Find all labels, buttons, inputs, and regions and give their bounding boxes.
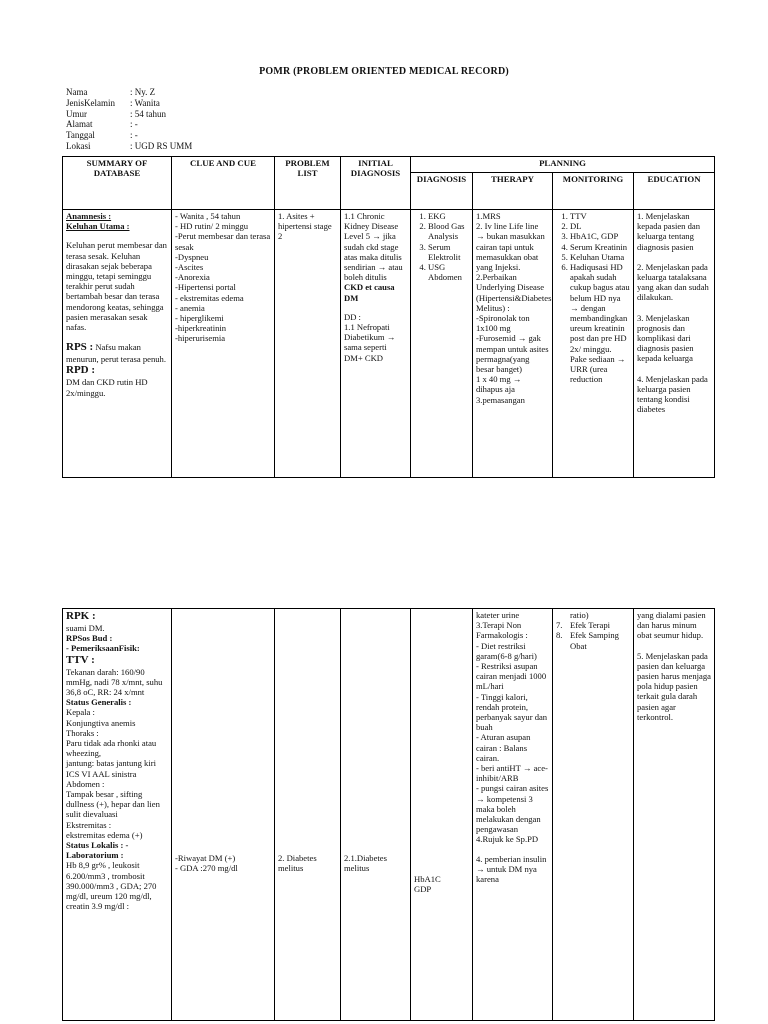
p2-summary-line: Status Generalis :	[66, 697, 132, 708]
p2-problem-cell	[275, 609, 341, 1021]
patient-label: Tanggal	[66, 130, 95, 141]
p1-clue-line: - ekstremitas edema	[175, 292, 244, 303]
p2-monitoring-num: 8.	[556, 630, 563, 641]
p2-therapy-spacer	[476, 845, 549, 854]
p1-edu-line: 3. Menjelaskan prognosis dan komplikasi dari diagnosis pasien kepada keluarga	[637, 312, 694, 364]
p2-monitoring-item	[556, 630, 630, 650]
p1-monitoring-cell	[553, 210, 634, 478]
p1-clue-line: - Wanita , 54 tahun	[175, 211, 241, 221]
patient-row	[66, 141, 192, 152]
patient-row	[66, 119, 192, 130]
p2-summary-cell	[63, 609, 172, 1021]
patient-value: : -	[130, 119, 138, 130]
p2-therapy-line: kateter urine	[476, 610, 520, 620]
p2-summary-line: ekstremitas edema (+)	[66, 829, 143, 840]
header-clue: CLUE AND CUE	[172, 157, 275, 210]
p2-problem-text: 2. Diabetes melitus	[278, 853, 317, 874]
p1-clue-line: -Perut membesar dan terasa sesak	[175, 231, 271, 252]
p1-summary-line: DM dan CKD rutin HD 2x/minggu.	[66, 377, 148, 398]
p1-clue-line: -Hipertensi portal	[175, 282, 236, 293]
p1-summary-cell	[63, 210, 172, 478]
p1-clue-line: - hiperglikemi	[175, 313, 224, 324]
p2-summary-line: Hb 8,9 gr% , leukosit 6.200/mm3 , trombosit 390.000/mm3 , GDA; 270 mg/dl, ureum 120 mg/dl, creatin 3.9 mg/dl :	[66, 860, 157, 912]
p2-summary-line: Laboratorium :	[66, 850, 124, 861]
p1-therapy-line: 2.Perbaikan Underlying Disease (Hipertensi&Diabetes Melitus) :	[476, 272, 552, 313]
p1-monitoring-item: 2. DL	[570, 221, 630, 231]
p1-clue-line: -Anorexia	[175, 272, 210, 283]
p1-summary-line: RPS : Nafsu makan menurun, perut terasa penuh.	[66, 341, 166, 365]
p1-clue-line: -Dyspneu	[175, 251, 209, 262]
patient-label: Alamat	[66, 119, 93, 130]
header-monitoring: MONITORING	[553, 173, 634, 210]
p1-diagnosis-item: 2. Blood Gas Analysis	[428, 221, 469, 241]
p2-summary-line: Thoraks :	[66, 727, 99, 738]
p2-therapy-line: 4.Rujuk ke Sp.PD	[476, 834, 539, 845]
header-initial-diagnosis: INITIAL DIAGNOSIS	[341, 157, 411, 210]
p2-summary-line: Ekstremitas :	[66, 819, 112, 830]
p2-monitoring-cell	[553, 609, 634, 1021]
p2-summary-line: Status Lokalis : -	[66, 840, 129, 851]
p1-therapy-line: 2. Iv line Life line → bukan masukkan cairan tapi untuk memasukkan obat yang Injeksi.	[476, 221, 545, 273]
patient-value: : Wanita	[130, 97, 160, 108]
p2-therapy-line: 4. pemberian insulin → untuk DM nya karena	[476, 853, 547, 885]
p1-problem-cell	[275, 210, 341, 478]
p2-therapy-line: - pungsi cairan asites → kompetensi 3 maka boleh melakukan dengan pengawasan	[476, 783, 549, 835]
p1-edu-line: 4. Menjelaskan pada keluarga pasien tentang kondisi diabetes	[637, 373, 708, 415]
p1-therapy-line: 1 x 40 mg → dihapus aja	[476, 374, 522, 395]
p2-summary-line: Tampak besar , sifting dullness (+), hepar dan lien sulit dievaluasi	[66, 789, 160, 820]
p2-monitoring-text: Efek Samping Obat	[570, 630, 619, 651]
p2-summary-line: jantung: batas jantung kiri ICS VI AAL sinistra	[66, 758, 156, 779]
p1-initial-spacer	[344, 303, 407, 312]
p1-monitoring-item: 4. Serum Kreatinin	[570, 242, 630, 252]
p1-clue-line: - HD rutin/ 2 minggu	[175, 221, 249, 232]
p1-summary-spacer	[66, 332, 168, 341]
p1-diagnosis-item: 4. USG Abdomen	[428, 262, 469, 282]
p1-clue-line: -hiperkreatinin	[175, 323, 227, 334]
p2-monitoring-item	[556, 610, 630, 620]
p2-monitoring-text: Efek Terapi	[570, 620, 611, 631]
p2-diagnosis-line: GDP	[414, 884, 432, 895]
p1-monitoring-item: 3. HbA1C, GDP	[570, 231, 630, 241]
p2-summary-line: TTV :	[66, 653, 95, 666]
patient-label: Lokasi	[66, 140, 91, 151]
p2-monitoring-text: ratio)	[570, 610, 589, 620]
p2-summary-line: RPK :	[66, 610, 96, 622]
patient-label: Nama	[66, 87, 88, 97]
p1-initial-line: 1.1 Chronic Kidney Disease Level 5 → jika sudah ckd stage atas maka ditulis sendirian → atau boleh ditulis	[344, 211, 403, 283]
pomr-table-page-1	[62, 156, 715, 478]
p1-summary-line: RPD :	[66, 364, 96, 377]
p1-therapy-cell	[473, 210, 553, 478]
p2-summary-line: Kepala :	[66, 707, 95, 718]
p2-diagnosis-line: HbA1C	[414, 874, 441, 884]
p1-therapy-line: 1.MRS	[476, 211, 501, 221]
p1-clue-line: -hiperurisemia	[175, 333, 226, 344]
p2-summary-line: suami DM.	[66, 623, 105, 633]
p1-diagnosis-item: 1. EKG	[428, 211, 469, 221]
p1-therapy-line: -Spironolak ton 1x100 mg	[476, 313, 530, 334]
p1-initial-line: CKD et causa DM	[344, 282, 395, 303]
p1-education-cell	[634, 210, 715, 478]
p2-clue-line: -Riwayat DM (+)	[175, 853, 236, 863]
p2-summary-line: Abdomen :	[66, 778, 105, 789]
patient-info	[66, 87, 192, 152]
patient-value: : Ny. Z	[130, 87, 156, 97]
p2-monitoring-num	[556, 610, 570, 620]
p1-monitoring-list	[556, 211, 630, 384]
p2-therapy-line: - Tinggi kalori, rendah protein, perbanyak sayur dan buah	[476, 691, 548, 733]
p2-edu-line: yang dialami pasien dan harus minum obat seumur hidup.	[637, 610, 706, 641]
header-diagnosis: DIAGNOSIS	[411, 173, 473, 210]
p1-edu-line: 1. Menjelaskan kepada pasien dan keluarga tentang diagnosis pasien	[637, 211, 700, 252]
header-problem: PROBLEM LIST	[275, 157, 341, 210]
pomr-table-page-2	[62, 608, 715, 1021]
p1-therapy-line: 3.pemasangan	[476, 394, 525, 405]
p1-initial-line: 1.1 Nefropati Diabetikum → sama seperti DM+ CKD	[344, 322, 396, 363]
p1-diagnosis-item: 3. Serum Elektrolit	[428, 242, 469, 262]
header-education: EDUCATION	[634, 173, 715, 210]
p2-initial-text: 2.1.Diabetes melitus	[344, 853, 387, 874]
header-summary: SUMMARY OF DATABASE	[63, 157, 172, 210]
p1-diagnosis-list	[414, 211, 469, 282]
p1-clue-cell	[172, 210, 275, 478]
p1-edu-line: 2. Menjelaskan pada keluarga tatalaksana yang akan dan sudah dilakukan.	[637, 261, 709, 303]
p2-summary-line: Tekanan darah: 160/90 mmHg, nadi 78 x/mnt, suhu 36,8 oC, RR: 24 x/mnt	[66, 666, 163, 698]
patient-row	[66, 98, 192, 109]
p1-monitoring-item: 5. Keluhan Utama	[570, 252, 630, 262]
p2-therapy-line: 3.Terapi Non Farmakologis :	[476, 620, 528, 641]
p1-diagnosis-cell	[411, 210, 473, 478]
patient-value: : UGD RS UMM	[130, 140, 193, 151]
p1-clue-line: -Ascites	[175, 262, 204, 273]
p2-therapy-line: - Aturan asupan cairan : Balans cairan.	[476, 732, 531, 763]
p2-monitoring-item	[556, 620, 630, 630]
p1-initial-cell	[341, 210, 411, 478]
p2-therapy-line: - Restriksi asupan cairan menjadi 1000 mL/hari	[476, 661, 547, 692]
patient-row	[66, 109, 192, 120]
p2-summary-line: - PemeriksaanFisik:	[66, 643, 140, 654]
p2-therapy-line: - Diet restriksi garam(6-8 g/hari)	[476, 640, 537, 661]
p2-initial-cell	[341, 609, 411, 1021]
p1-summary-spacer	[66, 231, 168, 240]
header-therapy: THERAPY	[473, 173, 553, 210]
patient-row	[66, 130, 192, 141]
p1-summary-line: Keluhan perut membesar dan terasa sesak. Keluhan dirasakan sejak beberapa minggu, tetapi seminggu terakhir perut sudah bertambah besar dan terasa mendorong keatas, sehingga pasien merasakan sesak nafas.	[66, 240, 167, 333]
patient-label: JenisKelamin	[66, 97, 115, 108]
p1-clue-line: - anemia	[175, 302, 205, 313]
patient-value: : 54 tahun	[130, 108, 166, 119]
p2-summary-line: Paru tidak ada rhonki atau wheezing,	[66, 738, 157, 759]
p2-summary-line: Konjungtiva anemis	[66, 717, 136, 728]
p2-clue-cell	[172, 609, 275, 1021]
p2-therapy-line: - beri antiHT → ace-inhibit/ARB	[476, 763, 548, 784]
p2-diagnosis-cell	[411, 609, 473, 1021]
patient-label: Umur	[66, 108, 87, 119]
p1-initial-line: DD :	[344, 311, 361, 322]
header-planning: PLANNING	[411, 157, 715, 173]
p1-summary-line: Keluhan Utama :	[66, 221, 130, 232]
p1-problem-text: 1. Asites + hipertensi stage 2	[278, 211, 332, 242]
p1-monitoring-item: 1. TTV	[570, 211, 630, 221]
p2-summary-line: RPSos Bud :	[66, 633, 113, 644]
page-title: POMR (PROBLEM ORIENTED MEDICAL RECORD)	[259, 66, 509, 77]
patient-row	[66, 87, 192, 98]
p1-monitoring-item: 6. Hadiqusasi HD apakah sudah cukup bagus atau belum HD nya → dengan membandingkan ureum kreatinin post dan pre HD 2x/ minggu. Pake sediaan → URR (urea reduction	[570, 262, 630, 384]
p2-monitoring-num: 7.	[556, 620, 563, 631]
p2-edu-line: 5. Menjelaskan pada pasien dan keluarga pasien harus menjaga pola hidup pasien terkait gula darah pasien agar terkontrol.	[637, 650, 711, 722]
patient-value: : -	[130, 130, 138, 141]
p1-summary-line: Anamnesis :	[66, 211, 112, 221]
p1-therapy-line: -Furosemid → gak mempan untuk asites permagna(yang besar banget)	[476, 333, 549, 375]
p2-clue-line: - GDA :270 mg/dl	[175, 863, 238, 874]
p2-education-cell	[634, 609, 715, 1021]
p2-therapy-cell	[473, 609, 553, 1021]
